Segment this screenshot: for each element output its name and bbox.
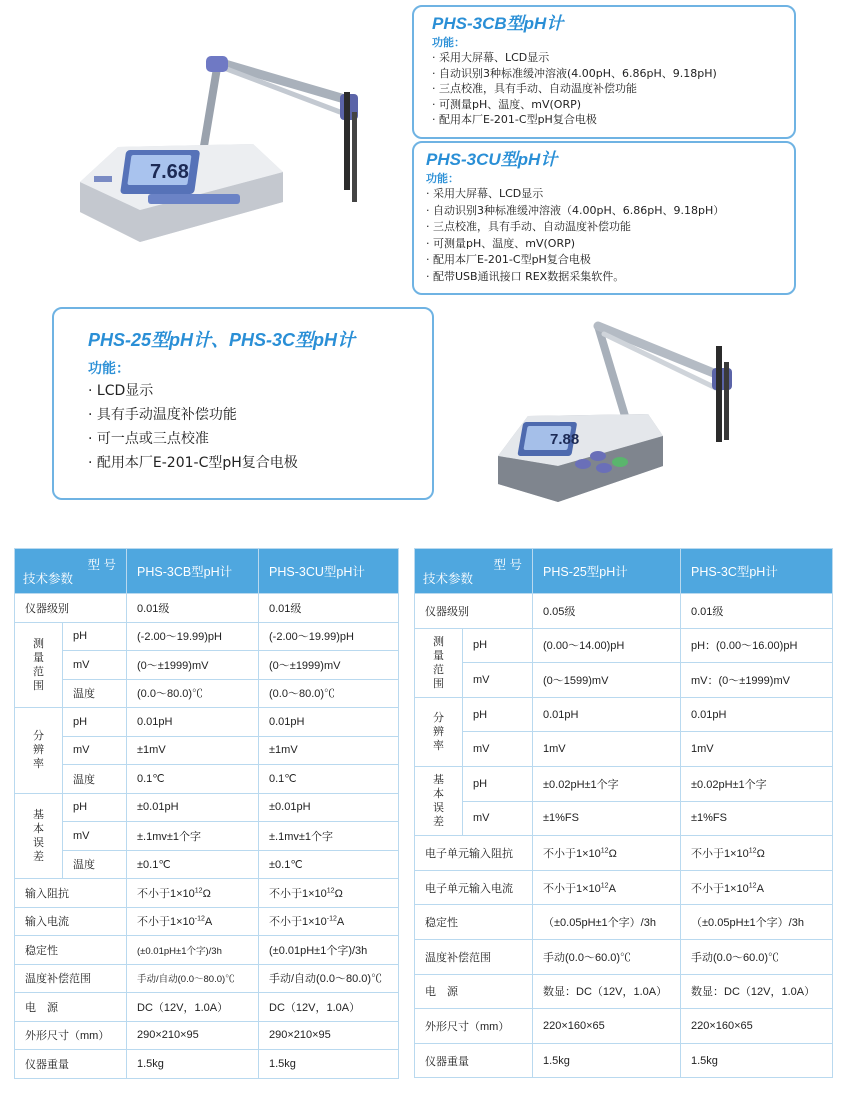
phs-3cu-feature-box: [412, 141, 796, 295]
row-label: 电子单元输入电流: [415, 870, 533, 905]
phs-3cu-title: PHS-3CU型pH计: [426, 150, 558, 169]
row-label: 温度补偿范围: [15, 964, 127, 993]
cell: (0.0～80.0)℃: [127, 679, 259, 708]
cell: 1.5kg: [681, 1043, 833, 1078]
features-label: 功能：: [432, 36, 465, 49]
phs-3cb-title: PHS-3CB型pH计: [432, 14, 564, 33]
cell: (0～1599)mV: [533, 663, 681, 698]
cell: 0.01级: [681, 594, 833, 629]
row-label: 温度补偿范围: [415, 939, 533, 974]
cell: 1.5kg: [533, 1043, 681, 1078]
table-row: [415, 732, 833, 767]
cell: 手动/自动(0.0～80.0)℃: [259, 964, 399, 993]
sub-label: mV: [463, 801, 533, 836]
cell: （±0.05pH±1个字）/3h: [533, 905, 681, 940]
cell: ±0.1℃: [127, 850, 259, 879]
cell: (0.00～14.00)pH: [533, 628, 681, 663]
cell: （±0.05pH±1个字）/3h: [681, 905, 833, 940]
cell: ±0.02pH±1个字: [533, 766, 681, 801]
sub-label: pH: [63, 622, 127, 651]
phs-3cb-feature-box: [412, 5, 796, 139]
feature-item: · 采用大屏幕、LCD显示: [426, 186, 794, 203]
cell: 不小于$1\times 10^{-12}A$: [127, 907, 259, 936]
header-col-2: PHS-3C型pH计: [681, 549, 833, 594]
feature-item: · LCD显示: [88, 379, 432, 403]
sub-label: mV: [63, 651, 127, 680]
cell: ±1%FS: [681, 801, 833, 836]
table-row: [15, 993, 399, 1022]
sub-label: pH: [63, 708, 127, 737]
feature-item: · 可一点或三点校准: [88, 427, 432, 451]
sub-label: pH: [63, 793, 127, 822]
cell: (-2.00～19.99)pH: [127, 622, 259, 651]
feature-item: · 三点校准，具有手动、自动温度补偿功能: [432, 81, 794, 97]
feature-item: · 可测量pH、温度、mV(ORP): [432, 97, 794, 113]
header-params-label: 技术参数: [23, 572, 74, 586]
row-label: 电子单元输入阻抗: [415, 836, 533, 871]
header-col-2: PHS-3CU型pH计: [259, 549, 399, 594]
row-label: 仪器级别: [415, 594, 533, 629]
table-row: [15, 651, 399, 680]
table-row: [415, 870, 833, 905]
feature-list: [432, 50, 794, 128]
feature-item: · 采用大屏幕、LCD显示: [432, 50, 794, 66]
cell: 1mV: [681, 732, 833, 767]
table-row: [15, 793, 399, 822]
cell: ±1mV: [259, 736, 399, 765]
row-label: 外形尺寸（mm）: [15, 1021, 127, 1050]
group-label: 基本误差: [15, 793, 63, 879]
header-col-1: PHS-25型pH计: [533, 549, 681, 594]
group-label: 测量范围: [415, 628, 463, 697]
header-model-label: 型 号: [493, 558, 522, 572]
meter-a-display: 7.68: [150, 161, 189, 183]
sub-label: mV: [63, 822, 127, 851]
table-row: [415, 836, 833, 871]
row-label: 稳定性: [15, 936, 127, 965]
cell: 不小于$1\times 10^{12}A$: [533, 870, 681, 905]
cell: ±0.01pH: [259, 793, 399, 822]
feature-item: · 配用本厂E-201-C型pH复合电极: [432, 112, 794, 128]
header-params-label: 技术参数: [423, 572, 474, 586]
cell: 0.01pH: [127, 708, 259, 737]
feature-item: · 自动识别3种标准缓冲溶液（4.00pH、6.86pH、9.18pH）: [426, 203, 794, 220]
table-row: [15, 964, 399, 993]
table-row: [415, 1009, 833, 1044]
cell: ±0.1℃: [259, 850, 399, 879]
cell: 不小于$1\times 10^{-12}A$: [259, 907, 399, 936]
feature-list: [88, 379, 432, 475]
sub-label: pH: [463, 697, 533, 732]
cell: (±0.01pH±1个字)/3h: [259, 936, 399, 965]
table-row: [15, 622, 399, 651]
cell: 不小于$1\times 10^{12}A$: [681, 870, 833, 905]
header-model-label: 型 号: [87, 558, 116, 572]
cell: DC（12V，1.0A）: [127, 993, 259, 1022]
table-row: [415, 766, 833, 801]
table-row: [15, 879, 399, 908]
row-label: 输入阻抗: [15, 879, 127, 908]
row-label: 输入电流: [15, 907, 127, 936]
sub-label: mV: [463, 732, 533, 767]
header-col-1: PHS-3CB型pH计: [127, 549, 259, 594]
cell: 数显：DC（12V，1.0A）: [681, 974, 833, 1009]
cell: (±0.01pH±1个字)/3h: [127, 936, 259, 965]
feature-item: · 自动识别3种标准缓冲溶液(4.00pH、6.86pH、9.18pH): [432, 66, 794, 82]
feature-item: · 三点校准，具有手动、自动温度补偿功能: [426, 219, 794, 236]
sub-label: 温度: [63, 765, 127, 794]
table-row: [415, 974, 833, 1009]
table-row: [15, 850, 399, 879]
table-row: [415, 939, 833, 974]
cell: (-2.00～19.99)pH: [259, 622, 399, 651]
cell: ±1mV: [127, 736, 259, 765]
row-label: 仪器级别: [15, 594, 127, 623]
cell: 1.5kg: [127, 1050, 259, 1079]
cell: (0～±1999)mV: [127, 651, 259, 680]
sub-label: 温度: [63, 850, 127, 879]
cell: 1mV: [533, 732, 681, 767]
cell: (0.0～80.0)℃: [259, 679, 399, 708]
phs-25-3c-title: PHS-25型pH计、PHS-3C型pH计: [88, 330, 356, 350]
header-model-param-cell: [415, 549, 533, 594]
cell: 手动/自动(0.0～80.0)℃: [127, 964, 259, 993]
feature-item: · 配用本厂E-201-C型pH复合电极: [426, 252, 794, 269]
table-header-row: [415, 549, 833, 594]
group-label: 分辨率: [15, 708, 63, 794]
cell: ±0.01pH: [127, 793, 259, 822]
sub-label: mV: [463, 663, 533, 698]
row-label: 稳定性: [415, 905, 533, 940]
features-label: 功能：: [426, 172, 459, 185]
phs-25-meter-photo: [498, 316, 738, 506]
cell: (0～±1999)mV: [259, 651, 399, 680]
cell: 1.5kg: [259, 1050, 399, 1079]
header-model-param-cell: [15, 549, 127, 594]
sub-label: pH: [463, 628, 533, 663]
table-row: [15, 708, 399, 737]
table-row: [15, 594, 399, 623]
table-row: [415, 1043, 833, 1078]
table-row: [415, 628, 833, 663]
table-row: [415, 905, 833, 940]
cell: DC（12V，1.0A）: [259, 993, 399, 1022]
cell: 0.01pH: [533, 697, 681, 732]
cell: pH：(0.00～16.00)pH: [681, 628, 833, 663]
cell: 220×160×65: [533, 1009, 681, 1044]
group-label: 基本误差: [415, 766, 463, 835]
cell: 手动(0.0～60.0)℃: [681, 939, 833, 974]
row-label: 电 源: [15, 993, 127, 1022]
table-row: [15, 679, 399, 708]
cell: 0.01pH: [681, 697, 833, 732]
table-row: [15, 822, 399, 851]
spec-table-3cb-3cu: [14, 548, 399, 1079]
table-row: [15, 907, 399, 936]
spec-table-25-3c: [414, 548, 833, 1078]
cell: ±1%FS: [533, 801, 681, 836]
table-row: [415, 697, 833, 732]
cell: ±.1mv±1个字: [127, 822, 259, 851]
cell: 0.01级: [127, 594, 259, 623]
feature-list: [426, 186, 794, 285]
table-row: [415, 663, 833, 698]
table-row: [415, 594, 833, 629]
table-row: [15, 1050, 399, 1079]
cell: 不小于$1\times 10^{12}\Omega$: [681, 836, 833, 871]
row-label: 电 源: [415, 974, 533, 1009]
cell: 290×210×95: [127, 1021, 259, 1050]
sub-label: pH: [463, 766, 533, 801]
meter-b-display: 7.88: [550, 431, 580, 448]
cell: 不小于$1\times 10^{12}\Omega$: [533, 836, 681, 871]
cell: 数显：DC（12V，1.0A）: [533, 974, 681, 1009]
row-label: 外形尺寸（mm）: [415, 1009, 533, 1044]
table-row: [15, 736, 399, 765]
cell: ±0.02pH±1个字: [681, 766, 833, 801]
sub-label: mV: [63, 736, 127, 765]
sub-label: 温度: [63, 679, 127, 708]
group-label: 测量范围: [15, 622, 63, 708]
table-row: [15, 1021, 399, 1050]
feature-item: · 具有手动温度补偿功能: [88, 403, 432, 427]
row-label: 仪器重量: [15, 1050, 127, 1079]
phs-3cb-meter-photo: [78, 52, 378, 244]
cell: 220×160×65: [681, 1009, 833, 1044]
cell: 0.05级: [533, 594, 681, 629]
cell: 手动(0.0～60.0)℃: [533, 939, 681, 974]
feature-item: · 配用本厂E-201-C型pH复合电极: [88, 451, 432, 475]
cell: 0.01pH: [259, 708, 399, 737]
cell: ±.1mv±1个字: [259, 822, 399, 851]
cell: 290×210×95: [259, 1021, 399, 1050]
row-label: 仪器重量: [415, 1043, 533, 1078]
cell: 0.1℃: [127, 765, 259, 794]
table-header-row: [15, 549, 399, 594]
cell: 不小于$1\times 10^{12}\Omega$: [259, 879, 399, 908]
phs-25-3c-feature-box: [52, 307, 434, 500]
feature-item: · 可测量pH、温度、mV(ORP): [426, 236, 794, 253]
table-row: [15, 765, 399, 794]
features-label: 功能：: [88, 361, 130, 377]
cell: 0.1℃: [259, 765, 399, 794]
table-row: [15, 936, 399, 965]
cell: mV：(0～±1999)mV: [681, 663, 833, 698]
group-label: 分辨率: [415, 697, 463, 766]
table-row: [415, 801, 833, 836]
feature-item: · 配带USB通讯接口 REX数据采集软件。: [426, 269, 794, 286]
cell: 0.01级: [259, 594, 399, 623]
cell: 不小于$1\times 10^{12}\Omega$: [127, 879, 259, 908]
